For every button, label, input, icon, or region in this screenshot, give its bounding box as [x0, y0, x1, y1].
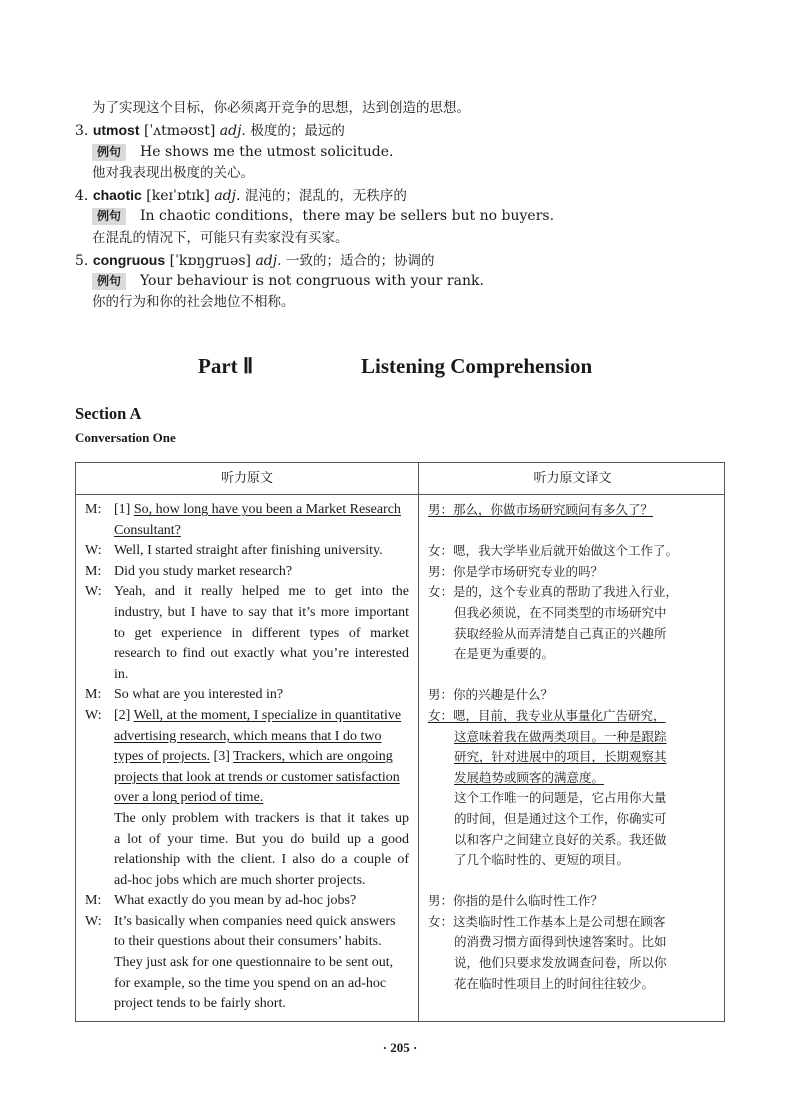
line-text: Did you study market research?	[114, 563, 293, 579]
translation-line: 发展趋势或顾客的满意度。	[454, 769, 605, 785]
transcript-line	[85, 541, 409, 562]
chinese-translation	[428, 500, 720, 994]
translation-line: 男：你的兴趣是什么？	[428, 687, 554, 703]
page-number: · 205 ·	[382, 1040, 418, 1055]
translation-spacer	[428, 521, 720, 542]
transcript-line: W: [2] Well, at the moment, I specialize in quantitative	[85, 707, 402, 723]
example-en-congruous: 例句 Your behaviour is not congruous with your rank.	[92, 271, 484, 291]
part-title: Listening Comprehension	[361, 354, 593, 378]
translation-line: 男：你是学市场研究专业的吗？	[428, 563, 604, 579]
example-tag: 例句	[92, 208, 126, 225]
example-cn-chaotic: 在混乱的情况下，可能只有卖家没有买家。	[92, 230, 349, 246]
transcript-line: over a long period of time.	[114, 790, 264, 806]
transcript-line: advertising research, which means that I do two	[114, 728, 382, 744]
line-text: Yeah, and it really helped me to get into the	[114, 584, 409, 600]
example-tag: 例句	[92, 144, 126, 161]
translation-line: 女：这类临时性工作基本上是公司想在顾客	[428, 913, 666, 929]
translation-line: 女：嗯，我大学毕业后就开始做这个工作了。	[428, 543, 679, 559]
transcript-table	[75, 462, 725, 1022]
transcript-line	[85, 912, 409, 933]
speaker-label: W:	[85, 913, 102, 929]
line-text: It’s basically when companies need quick answers	[114, 913, 396, 929]
header-translation: 听力原文译文	[533, 471, 612, 486]
example-tag: 例句	[92, 273, 126, 290]
translation-line: 研究，针对进展中的项目，长期观察其	[454, 749, 667, 765]
transcript-line: in.	[114, 666, 129, 682]
column-divider	[418, 463, 419, 1021]
vocab-item-chaotic: 4. chaotic [keɪˈɒtɪk] adj. 混沌的；混乱的，无秩序的	[75, 187, 407, 204]
vocab-item-congruous: 5. congruous [ˈkɒŋgruəs] adj. 一致的；适合的；协调的	[75, 252, 435, 269]
transcript-line	[85, 685, 409, 706]
translation-line: 以和客户之间建立良好的关系。我还做	[454, 831, 667, 847]
translation-line: 的时间，但是通过这个工作，你确实可	[454, 810, 667, 826]
example-cn-utmost: 他对我表现出极度的关心。	[92, 165, 254, 181]
translation-spacer	[428, 871, 720, 892]
transcript-line: industry, but I have to say that it’s more important	[114, 604, 409, 620]
vocab-item-utmost: 3. utmost [ˈʌtməʊst] adj. 极度的；最远的	[75, 122, 345, 139]
translation-line: 男：那么，你做市场研究顾问有多久了？	[428, 502, 654, 517]
transcript-line: Consultant?	[114, 522, 181, 538]
header-original: 听力原文	[220, 471, 273, 486]
speaker-label: M:	[85, 563, 102, 579]
translation-line: 但我必须说，在不同类型的市场研究中	[454, 604, 667, 620]
transcript-line	[85, 582, 409, 603]
transcript-line: M: [1] So, how long have you been a Market Research	[85, 502, 401, 517]
transcript-line	[85, 891, 409, 912]
transcript-line: project tends to be fairly short.	[114, 996, 286, 1012]
line-text: Well, I started straight after finishing university.	[114, 543, 383, 559]
translation-line: 花在临时性项目上的时间往往较少。	[454, 975, 655, 991]
english-transcript	[85, 500, 409, 1015]
translation-line: 这个工作唯一的问题是，它占用你大量	[454, 790, 667, 806]
transcript-line: ad-hoc jobs which are much shorter projects.	[114, 872, 366, 888]
example-en-utmost: 例句 He shows me the utmost solicitude.	[92, 142, 393, 162]
top-translation: 为了实现这个目标，你必须离开竞争的思想，达到创造的思想。	[92, 100, 470, 116]
part-heading	[0, 354, 800, 384]
example-en-chaotic: 例句 In chaotic conditions，there may be sellers but no buyers.	[92, 206, 554, 226]
translation-line: 这意味着我在做两类项目。一种是跟踪	[454, 728, 667, 744]
example-cn-congruous: 你的行为和你的社会地位不相称。	[92, 294, 295, 310]
transcript-line: to their questions about their consumers’ habits.	[114, 934, 382, 950]
translation-line: 获取经验从而弄清楚自己真正的兴趣所	[454, 625, 667, 641]
line-text: So what are you interested in?	[114, 687, 284, 703]
line-text: What exactly do you mean by ad-hoc jobs?	[114, 893, 357, 909]
transcript-line: They just ask for one questionnaire to be sent out,	[114, 955, 394, 971]
transcript-line: for example, so the time you spend on an ad-hoc	[114, 975, 387, 991]
translation-line: 女：嗯，目前，我专业从事量化广告研究，	[428, 707, 666, 723]
part-label: Part Ⅱ	[198, 354, 254, 378]
translation-line: 在是更为重要的。	[454, 646, 555, 662]
transcript-line: The only problem with trackers is that it takes up	[114, 810, 409, 826]
transcript-line: projects that look at trends or customer satisfaction	[114, 769, 400, 785]
transcript-line: to get experience in different types of market	[114, 625, 409, 641]
translation-line: 男：你指的是什么临时性工作？	[428, 893, 604, 909]
transcript-line: types of projects. [3] Trackers, which are ongoing	[114, 749, 393, 765]
section-title: Section A	[75, 404, 142, 423]
translation-line: 说，他们只要求发放调查问卷，所以你	[454, 955, 667, 971]
transcript-line: a lot of your time. But you do build up a good	[114, 831, 409, 847]
conversation-title: Conversation One	[75, 430, 176, 445]
translation-line: 女：是的，这个专业真的帮助了我进入行业，	[428, 584, 679, 600]
translation-line: 的消费习惯方面得到快速答案时。比如	[454, 934, 667, 950]
speaker-label: W:	[85, 584, 102, 600]
speaker-label: M:	[85, 687, 102, 703]
speaker-label: W:	[85, 543, 102, 559]
transcript-line: research to find out exactly what you’re interested	[114, 646, 409, 662]
transcript-line	[85, 562, 409, 583]
translation-spacer	[428, 665, 720, 686]
translation-line: 了几个临时性的、更短的项目。	[454, 852, 630, 868]
transcript-line: relationship with the client. I also do a couple of	[114, 852, 409, 868]
speaker-label: M:	[85, 893, 102, 909]
